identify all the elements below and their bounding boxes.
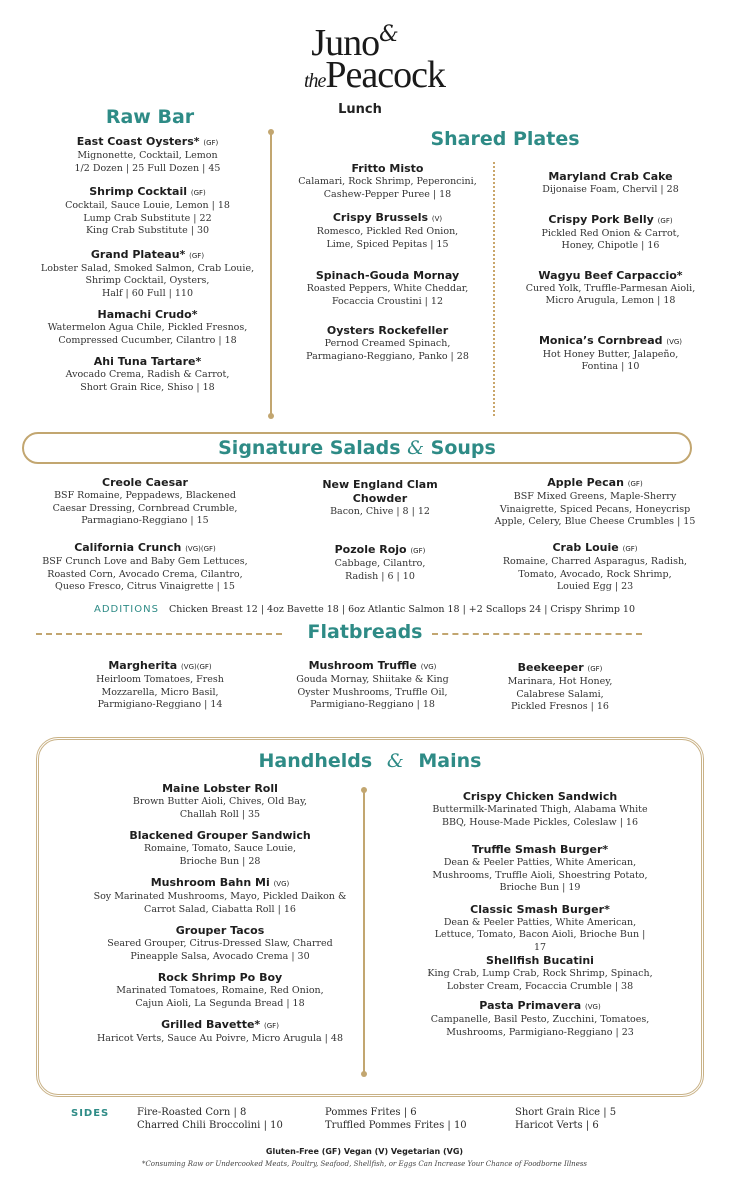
item-description: BBQ, House-Made Pickles, Coleslaw | 16 bbox=[441, 816, 639, 828]
item-description: Soy Marinated Mushrooms, Mayo, Pickled Daikon & bbox=[93, 891, 347, 902]
item-title: Grand Plateau* bbox=[90, 247, 186, 261]
item-description: Caesar Dressing, Cornbread Crumble, bbox=[52, 502, 238, 514]
item-name bbox=[30, 135, 265, 150]
salad-slot bbox=[315, 478, 445, 519]
item-description: King Crab Substitute | 30 bbox=[85, 225, 210, 236]
side-item: Truffled Pommes Frites | 10 bbox=[325, 1120, 467, 1131]
item-name bbox=[400, 790, 680, 804]
item-description: Challah Roll | 35 bbox=[179, 808, 261, 820]
item-description: 1/2 Dozen | 25 Full Dozen | 45 bbox=[74, 162, 221, 174]
item-title: Shrimp Cocktail bbox=[89, 185, 188, 198]
item-name bbox=[508, 269, 713, 283]
item-description: Cashew-Pepper Puree | 18 bbox=[323, 188, 452, 200]
item-title: Crispy Chicken Sandwich bbox=[462, 790, 618, 803]
side-item: Short Grain Rice | 5 bbox=[515, 1107, 617, 1118]
side-item: Charred Chili Broccolini | 10 bbox=[137, 1120, 283, 1131]
item-title: Ahi Tuna Tartare* bbox=[93, 355, 202, 368]
item-title: California Crunch bbox=[74, 541, 182, 554]
item-name bbox=[490, 661, 630, 676]
item-description: Lettuce, Tomato, Bacon Aioli, Brioche Bun | bbox=[434, 929, 646, 940]
item-description: Carrot Salad, Ciabatta Roll | 16 bbox=[144, 903, 296, 915]
dietary-tag: (GF) bbox=[657, 216, 673, 225]
item-title: Shellfish Bucatini bbox=[486, 954, 594, 967]
mains-title-a: Handhelds bbox=[258, 750, 373, 772]
menu-item bbox=[290, 211, 485, 251]
item-description: Compressed Cucumber, Cilantro | 18 bbox=[58, 334, 237, 346]
item-description: Louied Egg | 23 bbox=[556, 581, 634, 592]
dietary-tag: (VG) bbox=[420, 663, 437, 671]
item-description: BSF Romaine, Peppadews, Blackened bbox=[54, 490, 236, 501]
item-description: Fontina | 10 bbox=[581, 361, 640, 372]
flatbread-slot bbox=[85, 659, 235, 712]
item-name bbox=[85, 659, 235, 674]
item-title: East Coast Oysters* bbox=[76, 135, 200, 148]
side-item: Pommes Frites | 6 bbox=[325, 1107, 417, 1118]
item-description: Calamari, Rock Shrimp, Peperoncini, bbox=[298, 176, 477, 187]
item-name bbox=[508, 213, 713, 228]
item-title: Pasta Primavera bbox=[479, 999, 582, 1012]
salads-title bbox=[22, 437, 692, 459]
sides-label: SIDES bbox=[71, 1108, 110, 1119]
item-title: Classic Smash Burger* bbox=[470, 902, 610, 916]
item-description: Dijonaise Foam, Chervil | 28 bbox=[542, 184, 679, 195]
item-description: Cabbage, Cilantro, bbox=[334, 558, 426, 569]
item-name bbox=[30, 308, 265, 322]
item-description: Oyster Mushrooms, Truffle Oil, bbox=[297, 686, 448, 698]
menu-item bbox=[315, 478, 445, 519]
item-title: Oysters Rockefeller bbox=[326, 324, 449, 337]
item-name bbox=[70, 971, 370, 985]
logo-juno: Juno bbox=[311, 22, 380, 64]
item-title: New England Clam Chowder bbox=[322, 478, 438, 505]
salad-slot bbox=[315, 543, 445, 583]
flatbreads-rule-right bbox=[432, 633, 642, 635]
item-description: Pineapple Salsa, Avocado Crema | 30 bbox=[130, 950, 310, 962]
raw-bar-list bbox=[30, 135, 265, 394]
item-description: Lime, Spiced Pepitas | 15 bbox=[326, 238, 449, 250]
item-description: Romaine, Tomato, Sauce Louie, bbox=[143, 843, 296, 854]
logo-the: the bbox=[303, 70, 326, 92]
item-description: King Crab, Lump Crab, Rock Shrimp, Spinach, bbox=[427, 968, 653, 979]
logo-peacock: Peacock bbox=[325, 54, 446, 96]
menu-item bbox=[30, 308, 265, 347]
flatbreads-rule-left bbox=[36, 633, 282, 635]
item-description: Shrimp Cocktail, Oysters, bbox=[85, 275, 210, 286]
item-description: Parmagiano-Reggiano, Panko | 28 bbox=[306, 350, 469, 362]
item-title: Blackened Grouper Sandwich bbox=[129, 829, 311, 842]
item-description: Brioche Bun | 19 bbox=[499, 882, 581, 893]
item-description: Focaccia Croustini | 12 bbox=[331, 295, 443, 307]
raw-bar-title: Raw Bar bbox=[105, 106, 195, 128]
menu-item bbox=[290, 324, 485, 363]
menu-item bbox=[400, 999, 680, 1039]
item-title: Mushroom Truffle bbox=[308, 659, 417, 672]
item-description: Seared Grouper, Citrus-Dressed Slaw, Charred bbox=[107, 938, 333, 949]
item-title: Spinach-Gouda Mornay bbox=[315, 269, 460, 282]
item-description: Parmagiano-Reggiano | 15 bbox=[81, 515, 209, 526]
menu-item bbox=[480, 541, 710, 594]
menu-item bbox=[315, 543, 445, 583]
menu-item bbox=[400, 843, 680, 895]
item-description: Calabrese Salami, bbox=[516, 688, 604, 700]
item-name bbox=[70, 829, 370, 843]
item-description: Cajun Aioli, La Segunda Bread | 18 bbox=[135, 997, 305, 1009]
item-title: Maryland Crab Cake bbox=[548, 170, 673, 183]
item-description: Watermelon Agua Chile, Pickled Fresnos, bbox=[47, 322, 248, 333]
item-description: Micro Arugula, Lemon | 18 bbox=[545, 295, 676, 306]
raw-bar-divider bbox=[270, 132, 272, 416]
item-name bbox=[70, 1018, 370, 1033]
menu-item bbox=[290, 162, 485, 201]
item-title: Fritto Misto bbox=[351, 162, 424, 175]
item-title: Creole Caesar bbox=[102, 476, 188, 489]
item-description: Dean & Peeler Patties, White American, bbox=[443, 916, 637, 928]
side-item: Haricot Verts | 6 bbox=[515, 1120, 599, 1131]
item-description: Pickled Fresnos | 16 bbox=[511, 701, 609, 712]
flatbreads-title: Flatbreads bbox=[307, 621, 423, 643]
mains-ampersand: & bbox=[386, 750, 404, 772]
additions-label: ADDITIONS bbox=[93, 604, 159, 615]
menu-item bbox=[85, 659, 235, 712]
item-description: Romesco, Pickled Red Onion, bbox=[316, 226, 459, 237]
item-description: Mignonette, Cocktail, Lemon bbox=[77, 150, 218, 161]
dietary-tag: (GF) bbox=[627, 480, 643, 488]
item-description: Apple, Celery, Blue Cheese Crumbles | 15 bbox=[494, 516, 696, 527]
item-description: Roasted Corn, Avocado Crema, Cilantro, bbox=[47, 568, 243, 580]
sides-col-2 bbox=[325, 1106, 467, 1132]
item-description: Roasted Peppers, White Cheddar, bbox=[306, 283, 469, 294]
salad-slot bbox=[30, 541, 260, 594]
item-title: Crab Louie bbox=[552, 541, 619, 554]
item-description: Dean & Peeler Patties, White American, bbox=[443, 857, 637, 868]
dietary-tag: (GF) bbox=[189, 251, 205, 260]
item-title: Mushroom Bahn Mi bbox=[150, 876, 270, 889]
mains-divider-dot-bottom bbox=[361, 1071, 367, 1077]
dietary-tag: (VG) bbox=[273, 880, 290, 888]
food-safety-disclaimer: *Consuming Raw or Undercooked Meats, Poultry, Seafood, Shellfish, or Eggs Can Increase Your Chance of Foodborne Illness bbox=[141, 1160, 588, 1168]
dietary-tag: (VG) bbox=[666, 337, 683, 346]
item-description: Tomato, Avocado, Rock Shrimp, bbox=[518, 568, 672, 580]
item-name bbox=[508, 334, 713, 349]
shared-plates-divider bbox=[493, 162, 495, 416]
item-name bbox=[315, 478, 445, 506]
menu-item bbox=[30, 135, 265, 175]
sides-col-3 bbox=[515, 1106, 616, 1132]
menu-item bbox=[508, 334, 713, 374]
flatbread-slot bbox=[490, 661, 630, 714]
menu-item bbox=[70, 876, 370, 916]
item-name bbox=[30, 248, 265, 263]
menu-item bbox=[70, 1018, 370, 1046]
dietary-tag: (GF) bbox=[203, 139, 219, 147]
restaurant-logo bbox=[0, 24, 729, 94]
menu-name: Lunch bbox=[338, 102, 382, 117]
item-name bbox=[480, 476, 710, 491]
menu-item bbox=[70, 971, 370, 1010]
salad-slot bbox=[35, 476, 255, 528]
item-name bbox=[290, 211, 485, 226]
item-description: Haricot Verts, Sauce Au Poivre, Micro Arugula | 48 bbox=[97, 1033, 343, 1044]
item-title: Rock Shrimp Po Boy bbox=[157, 971, 283, 984]
menu-item bbox=[70, 782, 370, 821]
item-description: Radish | 6 | 10 bbox=[345, 570, 415, 582]
menu-item bbox=[400, 790, 680, 829]
item-description: Parmigiano-Reggiano | 14 bbox=[97, 699, 223, 710]
menu-item bbox=[35, 476, 255, 528]
item-description: 17 bbox=[533, 941, 547, 953]
item-description: BSF Crunch Love and Baby Gem Lettuces, bbox=[42, 556, 248, 567]
dietary-tag: (VG)(GF) bbox=[185, 545, 216, 553]
item-name bbox=[290, 162, 485, 176]
menu-item bbox=[490, 661, 630, 714]
item-description: Queso Fresco, Citrus Vinaigrette | 15 bbox=[55, 581, 235, 592]
menu-item bbox=[508, 269, 713, 308]
dietary-tag: (GF) bbox=[410, 547, 426, 555]
item-title: Grouper Tacos bbox=[175, 924, 265, 937]
item-title: Margherita bbox=[108, 659, 178, 672]
item-description: Romaine, Charred Asparagus, Radish, bbox=[502, 556, 688, 567]
shared-plates-left bbox=[290, 162, 485, 363]
item-description: Mushrooms, Parmigiano-Reggiano | 23 bbox=[446, 1026, 634, 1038]
item-title: Beekeeper bbox=[517, 661, 584, 674]
item-description: BSF Mixed Greens, Maple-Sherry bbox=[513, 491, 677, 502]
mains-divider bbox=[363, 790, 365, 1073]
salads-title-b: Soups bbox=[430, 437, 496, 459]
item-description: Vinaigrette, Spiced Pecans, Honeycrisp bbox=[499, 503, 691, 515]
item-name bbox=[290, 324, 485, 338]
item-name bbox=[480, 541, 710, 556]
mains-title-b: Mains bbox=[418, 750, 482, 772]
item-title: Monica’s Cornbread bbox=[538, 333, 663, 347]
item-description: Avocado Crema, Radish & Carrot, bbox=[65, 369, 230, 380]
item-description: Marinated Tomatoes, Romaine, Red Onion, bbox=[116, 985, 324, 996]
menu-item bbox=[280, 659, 465, 712]
item-name bbox=[30, 185, 265, 200]
item-title: Maine Lobster Roll bbox=[162, 782, 278, 795]
menu-item bbox=[400, 903, 680, 955]
item-description: Heirloom Tomatoes, Fresh bbox=[96, 674, 224, 685]
mains-left bbox=[70, 782, 370, 1046]
item-name bbox=[315, 543, 445, 558]
item-name bbox=[400, 903, 680, 917]
item-name bbox=[70, 782, 370, 796]
menu-item bbox=[480, 476, 710, 529]
item-name bbox=[400, 843, 680, 857]
dietary-tag: (VG)(GF) bbox=[181, 663, 212, 671]
menu-item bbox=[70, 924, 370, 963]
dietary-tag: (GF) bbox=[587, 665, 603, 673]
item-description: Campanelle, Basil Pesto, Zucchini, Tomatoes, bbox=[430, 1014, 650, 1025]
menu-item bbox=[30, 248, 265, 301]
item-title: Wagyu Beef Carpaccio* bbox=[538, 268, 683, 282]
dietary-tag: (GF) bbox=[190, 189, 206, 197]
item-name bbox=[400, 999, 680, 1014]
item-description: Brioche Bun | 28 bbox=[179, 855, 261, 867]
side-item: Fire-Roasted Corn | 8 bbox=[137, 1107, 247, 1118]
item-description: Half | 60 Full | 110 bbox=[101, 287, 193, 299]
item-title: Apple Pecan bbox=[547, 476, 624, 489]
item-title: Grilled Bavette* bbox=[161, 1018, 261, 1031]
item-description: Parmigiano-Reggiano | 18 bbox=[310, 699, 435, 710]
dietary-tag: (GF) bbox=[264, 1022, 279, 1030]
item-name bbox=[30, 355, 265, 369]
menu-item bbox=[70, 829, 370, 868]
menu-item bbox=[508, 170, 713, 197]
item-description: Marinara, Hot Honey, bbox=[507, 676, 613, 687]
sides-col-1 bbox=[137, 1106, 283, 1132]
menu-item bbox=[290, 269, 485, 308]
item-description: Mozzarella, Micro Basil, bbox=[101, 686, 219, 698]
salads-ampersand: & bbox=[407, 437, 425, 459]
menu-item bbox=[400, 954, 680, 993]
dietary-legend: Gluten-Free (GF) Vegan (V) Vegetarian (VG) bbox=[265, 1147, 464, 1156]
shared-plates-title: Shared Plates bbox=[430, 128, 580, 150]
item-description: Mushrooms, Truffle Aioli, Shoestring Potato, bbox=[432, 869, 648, 881]
item-name bbox=[35, 476, 255, 490]
salad-slot bbox=[480, 476, 710, 529]
dietary-tag: (V) bbox=[431, 215, 443, 223]
menu-item bbox=[508, 213, 713, 253]
item-name bbox=[280, 659, 465, 674]
item-title: Hamachi Crudo* bbox=[97, 308, 198, 321]
item-description: Lobster Cream, Focaccia Crumble | 38 bbox=[446, 980, 634, 992]
item-name bbox=[290, 269, 485, 283]
item-description: Lobster Salad, Smoked Salmon, Crab Louie, bbox=[40, 262, 255, 274]
item-description: Cocktail, Sauce Louie, Lemon | 18 bbox=[65, 200, 230, 211]
item-description: Pernod Creamed Spinach, bbox=[324, 338, 451, 349]
item-title: Pozole Rojo bbox=[334, 543, 407, 556]
divider-dot-bottom bbox=[268, 413, 274, 419]
item-description: Short Grain Rice, Shiso | 18 bbox=[80, 381, 215, 393]
item-description: Buttermilk-Marinated Thigh, Alabama White bbox=[432, 804, 648, 815]
item-description: Bacon, Chive | 8 | 12 bbox=[330, 506, 430, 517]
item-description: Honey, Chipotle | 16 bbox=[561, 240, 660, 251]
item-description: Brown Butter Aioli, Chives, Old Bay, bbox=[132, 796, 308, 807]
item-name bbox=[30, 541, 260, 556]
item-description: Cured Yolk, Truffle-Parmesan Aioli, bbox=[525, 282, 696, 294]
item-description: Lump Crab Substitute | 22 bbox=[83, 212, 212, 224]
item-description: Hot Honey Butter, Jalapeño, bbox=[542, 348, 679, 360]
item-name bbox=[400, 954, 680, 968]
item-name bbox=[508, 170, 713, 184]
salads-title-a: Signature Salads bbox=[218, 437, 401, 459]
item-name bbox=[70, 876, 370, 891]
salad-slot bbox=[480, 541, 710, 594]
menu-item bbox=[30, 541, 260, 594]
dietary-tag: (GF) bbox=[622, 545, 638, 553]
item-description: Pickled Red Onion & Carrot, bbox=[541, 227, 680, 239]
logo-ampersand: & bbox=[379, 22, 398, 47]
item-description: Gouda Mornay, Shiitake & King bbox=[296, 674, 449, 685]
item-title: Crispy Brussels bbox=[332, 211, 429, 224]
menu-item bbox=[30, 185, 265, 238]
item-title: Truffle Smash Burger* bbox=[471, 843, 609, 856]
item-title: Crispy Pork Belly bbox=[548, 212, 654, 226]
shared-plates-right bbox=[508, 170, 713, 374]
mains-title bbox=[36, 750, 704, 772]
additions-row bbox=[0, 604, 729, 615]
additions-list: Chicken Breast 12 | 4oz Bavette 18 | 6oz Atlantic Salmon 18 | +2 Scallops 24 | Crispy Shrimp 10 bbox=[168, 604, 636, 615]
menu-item bbox=[30, 355, 265, 394]
flatbread-slot bbox=[280, 659, 465, 712]
item-name bbox=[70, 924, 370, 938]
mains-right bbox=[400, 790, 680, 1039]
dietary-tag: (VG) bbox=[585, 1003, 601, 1011]
